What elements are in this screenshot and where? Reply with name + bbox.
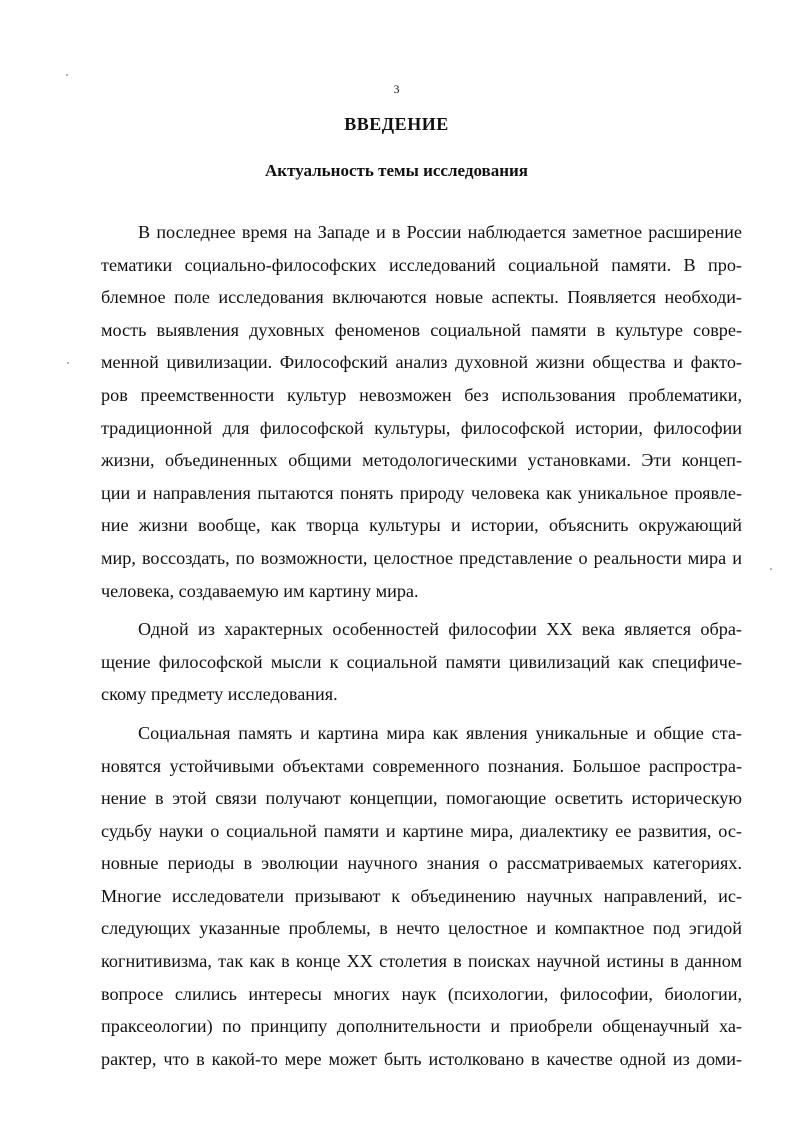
- text-line: нение в этой связи получают концепции, помогающие осветить историческую: [101, 788, 742, 809]
- text-line: жизни, объединенных общими методологическими установками. Эти концеп-: [101, 450, 742, 471]
- text-line: новные периоды в эволюции научного знания о рассматриваемых категориях.: [101, 853, 742, 874]
- paragraph-2: [101, 613, 742, 711]
- text-line: В последнее время на Западе и в России наблюдается заметное расширение: [138, 222, 742, 242]
- text-line: человека, создаваемую им картину мира.: [101, 580, 419, 601]
- paragraph-1: [101, 216, 742, 607]
- paragraph-3: [101, 717, 742, 1076]
- text-line: Одной из характерных особенностей философии XX века является обра-: [138, 619, 742, 640]
- section-subtitle: Актуальность темы исследования: [265, 161, 528, 180]
- text-line: новятся устойчивыми объектами современного познания. Большое распростра-: [101, 755, 742, 776]
- text-line: следующих указанные проблемы, в нечто целостное и компактное под эгидой: [101, 918, 742, 939]
- text-line: праксеологии) по принципу дополнительности и приобрели общенаучный ха-: [101, 1016, 742, 1037]
- text-line: ров преемственности культур невозможен без использования проблематики,: [101, 384, 742, 405]
- text-line: ние жизни вообще, как творца культуры и истории, объяснить окружающий: [101, 515, 742, 536]
- text-line: когнитивизма, так как в конце XX столетия в поисках научной истины в данном: [101, 951, 742, 972]
- text-line: мость выявления духовных феноменов социальной памяти в культуре совре-: [101, 319, 742, 340]
- text-line: вопросе слились интересы многих наук (психологии, философии, биологии,: [101, 983, 742, 1004]
- scan-artifact: [67, 362, 69, 364]
- text-line: блемное поле исследования включаются новые аспекты. Появляется необходи-: [101, 287, 742, 308]
- text-line: ции и направления пытаются понять природу человека как уникальное проявле-: [101, 482, 742, 503]
- text-line: щение философской мысли к социальной памяти цивилизаций как специфиче-: [101, 651, 742, 672]
- body-text: [101, 216, 742, 1075]
- text-line: мир, воссоздать, по возможности, целостное представление о реальности мира и: [101, 547, 742, 568]
- text-line: Многие исследователи призывают к объединению научных направлений, ис-: [101, 885, 742, 906]
- text-line: тематики социально-философских исследований социальной памяти. В про-: [101, 254, 742, 275]
- text-line: рактер, что в какой-то мере может быть истолковано в качестве одной из доми-: [101, 1048, 742, 1069]
- text-line: судьбу науки о социальной памяти и картине мира, диалектику ее развития, ос-: [101, 820, 742, 841]
- page-title: ВВЕДЕНИЕ: [344, 114, 449, 134]
- page-number: 3: [393, 82, 400, 96]
- text-line: традиционной для философской культуры, философской истории, философии: [101, 417, 742, 438]
- scan-artifact: [66, 74, 68, 76]
- scan-artifact: [770, 568, 772, 570]
- text-line: менной цивилизации. Философский анализ духовной жизни общества и факто-: [101, 352, 742, 373]
- text-line: Социальная память и картина мира как явления уникальные и общие ста-: [138, 722, 742, 743]
- text-line: скому предмету исследования.: [101, 684, 338, 705]
